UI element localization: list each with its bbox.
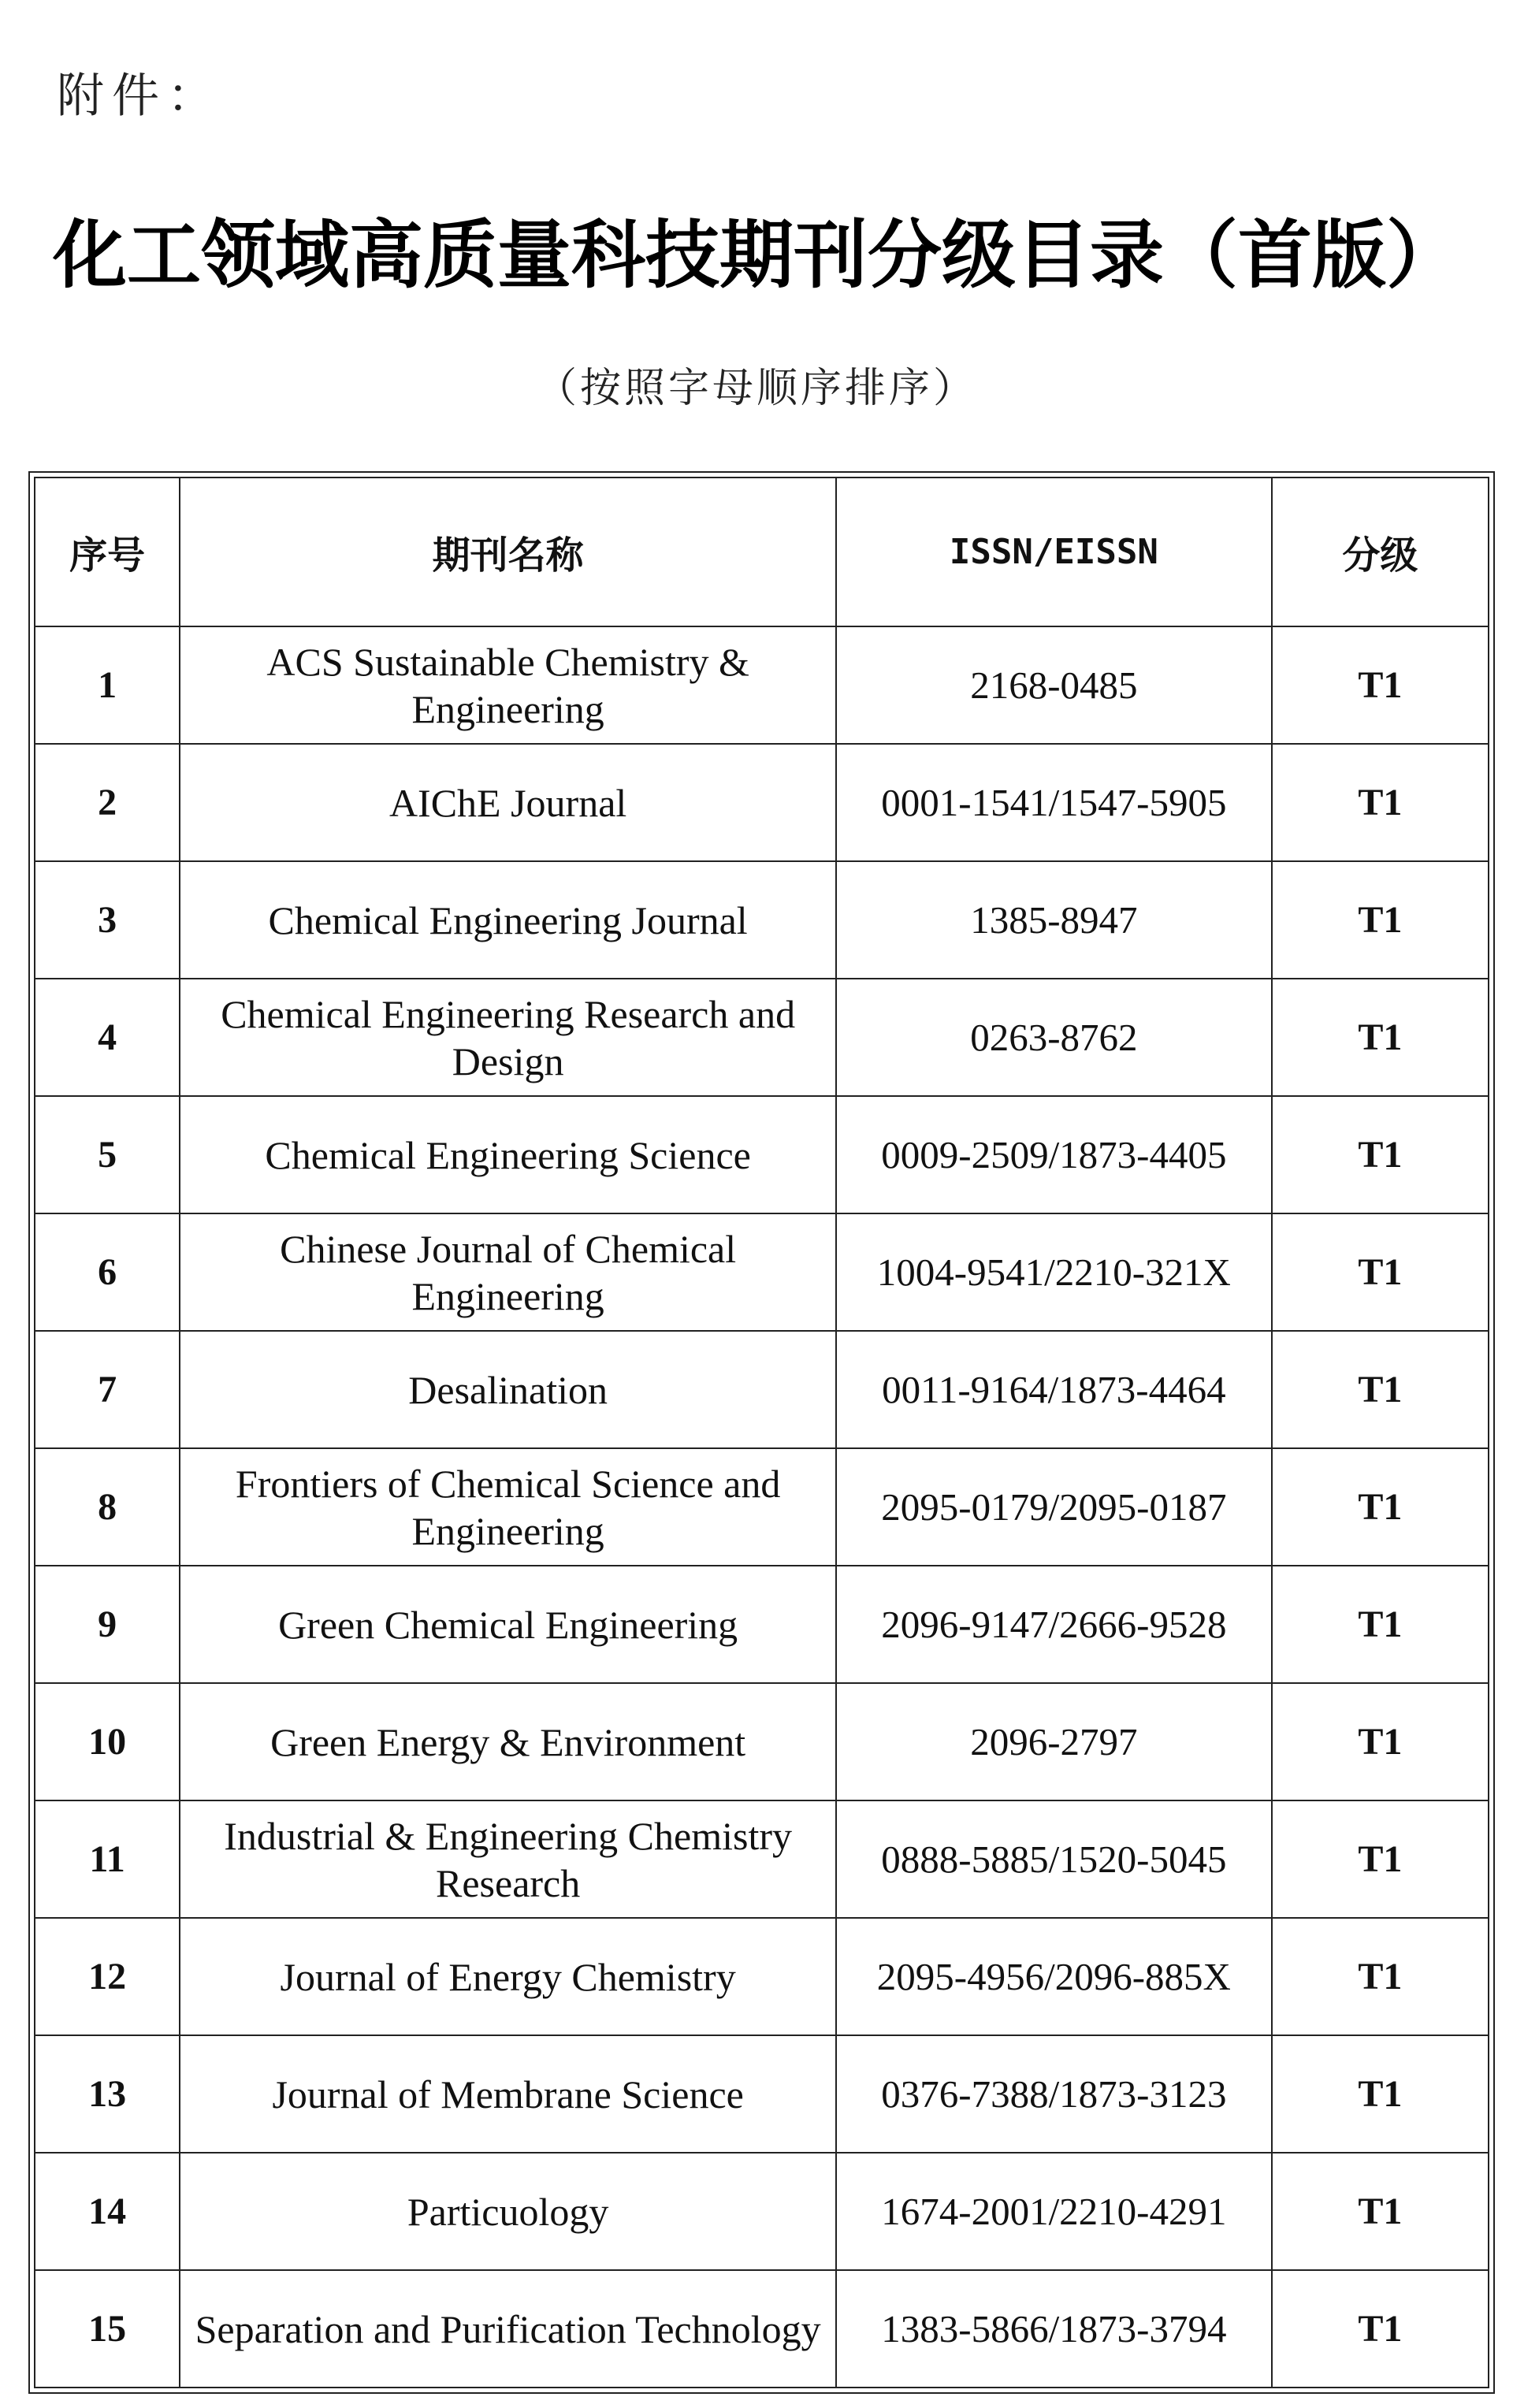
row-journal-name: Journal of Energy Chemistry: [180, 1918, 836, 2035]
table-row: [35, 979, 1489, 1096]
row-grade: T1: [1272, 2035, 1489, 2153]
row-issn: 2168-0485: [836, 626, 1272, 744]
row-seq: 9: [35, 1566, 180, 1683]
row-seq: 7: [35, 1331, 180, 1448]
row-seq: 3: [35, 861, 180, 979]
row-grade: T1: [1272, 2153, 1489, 2270]
row-seq: 13: [35, 2035, 180, 2153]
table-row: [35, 1096, 1489, 1213]
page-title: 化工领域高质量科技期刊分级目录（首版）: [52, 213, 1460, 299]
row-grade: T1: [1272, 1448, 1489, 1566]
row-seq: 1: [35, 626, 180, 744]
row-grade: T1: [1272, 1566, 1489, 1683]
row-issn: 1385-8947: [836, 861, 1272, 979]
row-seq: 5: [35, 1096, 180, 1213]
attachment-label: 附件：: [57, 69, 222, 124]
row-issn: 2095-4956/2096-885X: [836, 1918, 1272, 2035]
table-row: [35, 1683, 1489, 1800]
table-row: [35, 861, 1489, 979]
table-body: [35, 626, 1489, 2388]
journal-table: [34, 477, 1489, 2388]
row-journal-name: Particuology: [180, 2153, 836, 2270]
header-seq: 序号: [35, 478, 180, 626]
header-issn: ISSN/EISSN: [836, 478, 1272, 626]
table-row: [35, 1331, 1489, 1448]
row-seq: 8: [35, 1448, 180, 1566]
table-row: [35, 1566, 1489, 1683]
row-grade: T1: [1272, 861, 1489, 979]
row-journal-name: Chemical Engineering Journal: [180, 861, 836, 979]
row-issn: 2096-9147/2666-9528: [836, 1566, 1272, 1683]
row-issn: 1004-9541/2210-321X: [836, 1213, 1272, 1331]
row-seq: 15: [35, 2270, 180, 2388]
row-journal-name: Separation and Purification Technology: [180, 2270, 836, 2388]
row-journal-name: Green Chemical Engineering: [180, 1566, 836, 1683]
table-row: [35, 1800, 1489, 1918]
header-journal-name: 期刊名称: [180, 478, 836, 626]
row-journal-name: Industrial & Engineering Chemistry Research: [180, 1800, 836, 1918]
table-row: [35, 2035, 1489, 2153]
page-subtitle: （按照字母顺序排序）: [535, 365, 977, 412]
row-grade: T1: [1272, 744, 1489, 861]
row-seq: 12: [35, 1918, 180, 2035]
row-grade: T1: [1272, 1800, 1489, 1918]
row-issn: 2095-0179/2095-0187: [836, 1448, 1272, 1566]
row-seq: 11: [35, 1800, 180, 1918]
table-row: [35, 744, 1489, 861]
row-seq: 2: [35, 744, 180, 861]
row-grade: T1: [1272, 1096, 1489, 1213]
row-journal-name: Frontiers of Chemical Science and Engineering: [180, 1448, 836, 1566]
row-grade: T1: [1272, 979, 1489, 1096]
row-journal-name: Chemical Engineering Science: [180, 1096, 836, 1213]
row-seq: 6: [35, 1213, 180, 1331]
row-grade: T1: [1272, 2270, 1489, 2388]
table-row: [35, 626, 1489, 744]
row-issn: 0888-5885/1520-5045: [836, 1800, 1272, 1918]
table-header-row: [35, 478, 1489, 626]
row-grade: T1: [1272, 626, 1489, 744]
row-issn: 2096-2797: [836, 1683, 1272, 1800]
header-grade: 分级: [1272, 478, 1489, 626]
row-issn: 0009-2509/1873-4405: [836, 1096, 1272, 1213]
row-issn: 0001-1541/1547-5905: [836, 744, 1272, 861]
row-issn: 1674-2001/2210-4291: [836, 2153, 1272, 2270]
row-journal-name: Green Energy & Environment: [180, 1683, 836, 1800]
row-grade: T1: [1272, 1331, 1489, 1448]
row-grade: T1: [1272, 1683, 1489, 1800]
row-issn: 0011-9164/1873-4464: [836, 1331, 1272, 1448]
row-issn: 0376-7388/1873-3123: [836, 2035, 1272, 2153]
table-row: [35, 1918, 1489, 2035]
row-journal-name: Desalination: [180, 1331, 836, 1448]
row-journal-name: Chinese Journal of Chemical Engineering: [180, 1213, 836, 1331]
row-journal-name: AIChE Journal: [180, 744, 836, 861]
row-seq: 4: [35, 979, 180, 1096]
row-journal-name: ACS Sustainable Chemistry & Engineering: [180, 626, 836, 744]
row-journal-name: Journal of Membrane Science: [180, 2035, 836, 2153]
table-row: [35, 1213, 1489, 1331]
row-grade: T1: [1272, 1918, 1489, 2035]
row-issn: 0263-8762: [836, 979, 1272, 1096]
table-row: [35, 2270, 1489, 2388]
row-journal-name: Chemical Engineering Research and Design: [180, 979, 836, 1096]
table-row: [35, 2153, 1489, 2270]
table-row: [35, 1448, 1489, 1566]
row-grade: T1: [1272, 1213, 1489, 1331]
journal-table-frame: [28, 471, 1495, 2394]
row-seq: 10: [35, 1683, 180, 1800]
row-seq: 14: [35, 2153, 180, 2270]
row-issn: 1383-5866/1873-3794: [836, 2270, 1272, 2388]
